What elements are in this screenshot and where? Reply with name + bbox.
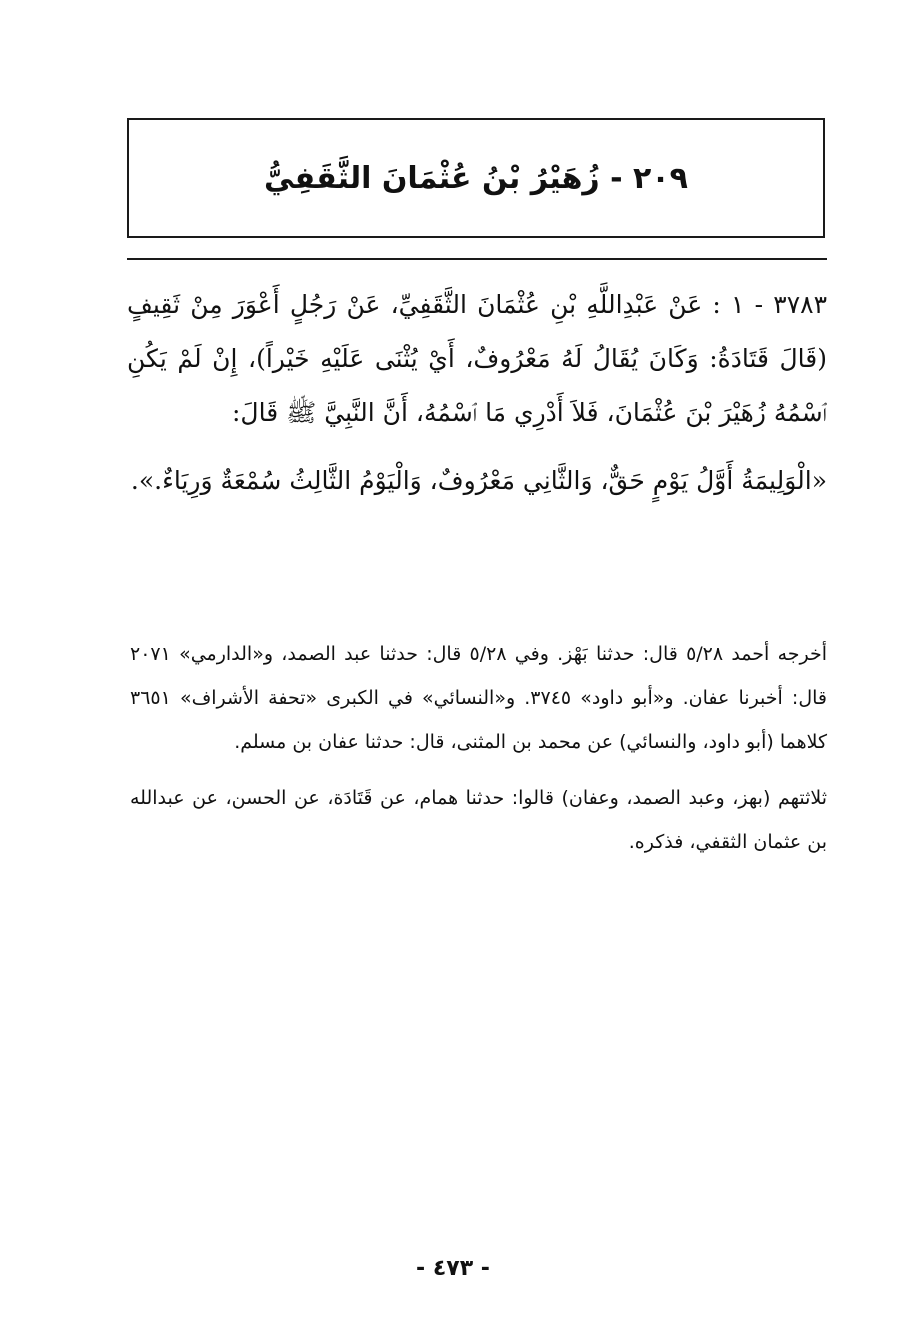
- hadith-saying: «الْوَلِيمَةُ أَوَّلُ يَوْمٍ حَقٌّ، وَالثَّانِي مَعْرُوفٌ، وَالْيَوْمُ الثَّالِثُ سُمْعَةٌ وَرِيَاءٌ.».: [130, 466, 827, 495]
- hadith-text: [127, 278, 827, 508]
- takhrij-notes: [130, 632, 827, 864]
- takhrij-paragraph-1: أخرجه أحمد ٥/٢٨ قال: حدثنا بَهْز. وفي ٥/٢٨ قال: حدثنا عبد الصمد، و«الدارمي» ٢٠٧١ قال: أخبرنا عفان. و«أبو داود» ٣٧٤٥. و«النسائي» في الكبرى «تحفة الأشراف» ٣٦٥١ كلاهما (أبو داود، والنسائي) عن محمد بن المثنى، قال: حدثنا عفان بن مسلم.: [130, 643, 828, 753]
- hadith-chain: ٣٧٨٣ - ١ : عَنْ عَبْدِاللَّهِ بْنِ عُثْمَانَ الثَّقَفِيِّ، عَنْ رَجُلٍ أَعْوَرَ مِنْ ثَقِيفٍ (قَالَ قَتَادَةُ: وَكَانَ يُقَالُ لَهُ مَعْرُوفٌ، أَيْ يُثْنَى عَلَيْهِ خَيْراً)، إِنْ لَمْ يَكُنِ ٱسْمُهُ زُهَيْرَ بْنَ عُثْمَانَ، فَلاَ أَدْرِي مَا ٱسْمُهُ، أَنَّ النَّبِيَّ ﷺ قَالَ:: [127, 290, 827, 427]
- section-divider: [127, 258, 827, 260]
- page-number: - ٤٧٣ -: [416, 1256, 490, 1281]
- chapter-title-box: [127, 118, 825, 238]
- takhrij-paragraph-2: ثلاثتهم (بهز، وعبد الصمد، وعفان) قالوا: حدثنا همام، عن قَتَادَة، عن الحسن، عن عبدالله بن عثمان الثقفي، فذكره.: [130, 787, 827, 853]
- chapter-title: ٢٠٩ - زُهَيْرُ بْنُ عُثْمَانَ الثَّقَفِيُّ: [264, 160, 688, 196]
